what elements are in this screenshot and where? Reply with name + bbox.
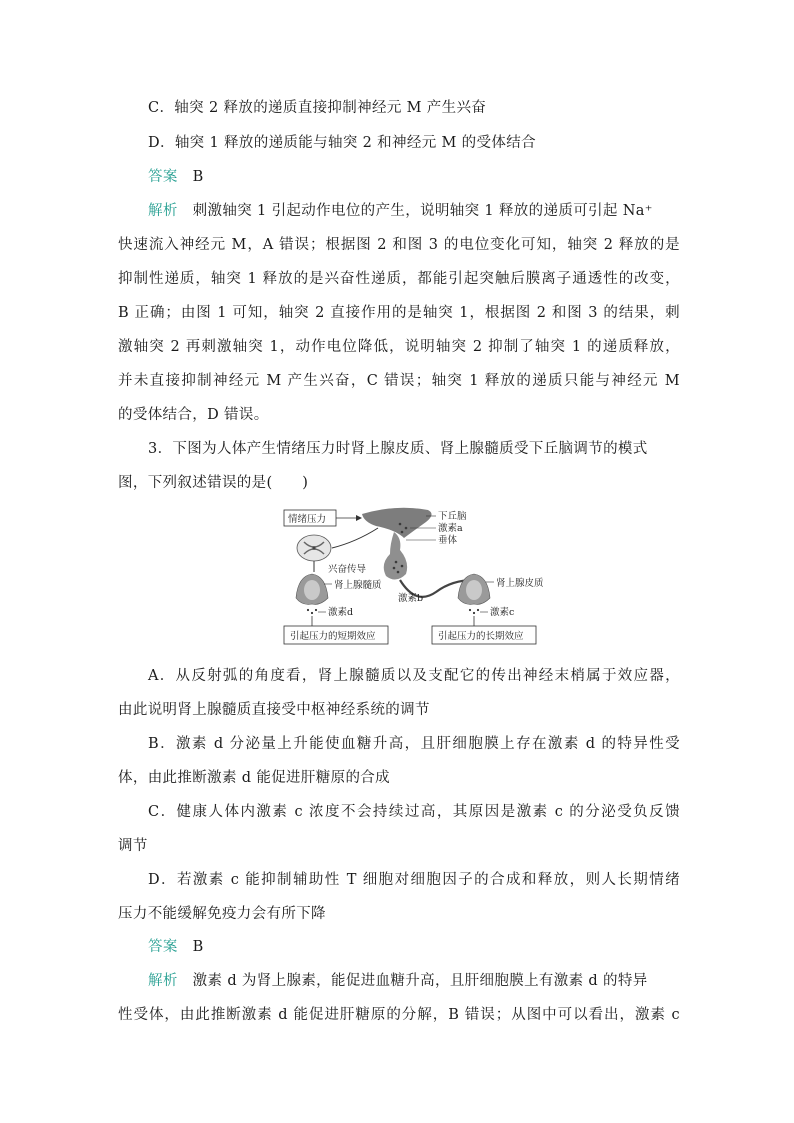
hormone-c-label: 激素c	[490, 607, 515, 618]
long-term-label: 引起压力的长期效应	[438, 631, 524, 642]
pituitary-shape	[384, 532, 407, 580]
explanation-q3-line-2: 性受体，由此推断激素 d 能促进肝糖原的分解，B 错误；从图中可以看出，激素 c	[118, 1007, 680, 1023]
option-d-q3-line-1: D．若激素 c 能抑制辅助性 T 细胞对细胞因子的合成和释放，则人长期情绪	[148, 872, 680, 888]
answer-q2	[148, 167, 710, 187]
answer-q3	[148, 937, 710, 957]
option-d-q2: D．轴突 1 释放的递质能与轴突 2 和神经元 M 的受体结合	[148, 135, 536, 151]
explanation-q2-line-7: 的受体结合，D 错误。	[118, 407, 269, 423]
short-term-label: 引起压力的短期效应	[290, 631, 376, 642]
question-3-stem-line-1: 3．下图为人体产生情绪压力时肾上腺皮质、肾上腺髓质受下丘脑调节的模式	[148, 441, 648, 457]
cortex-label: 肾上腺皮质	[496, 578, 544, 589]
hypothalamus-shape	[362, 508, 432, 538]
excitation-label: 兴奋传导	[328, 564, 367, 575]
explanation-q3-line-1	[148, 971, 710, 991]
spinal-cord-icon	[297, 535, 331, 561]
option-c-q3-line-2: 调节	[118, 838, 148, 854]
option-a-q3-line-2: 由此说明肾上腺髓质直接受中枢神经系统的调节	[118, 702, 430, 718]
explanation-q2-line-4: B 正确；由图 1 可知，轴突 2 直接作用的是轴突 1，根据图 2 和图 3 的结果，刺	[118, 305, 680, 321]
option-d-q3-line-2: 压力不能缓解免疫力会有所下降	[118, 906, 326, 922]
option-b-q3-line-1: B．激素 d 分泌量上升能使血糖升高，且肝细胞膜上存在激素 d 的特异性受	[148, 736, 680, 752]
answer-label: 答案	[148, 939, 178, 955]
option-b-q3-line-2: 体，由此推断激素 d 能促进肝糖原的合成	[118, 770, 390, 786]
hormone-regulation-diagram	[276, 502, 546, 650]
explanation-label: 解析	[148, 203, 178, 219]
explanation-q2-line-2: 快速流入神经元 M，A 错误；根据图 2 和图 3 的电位变化可知，轴突 2 释放的是	[118, 237, 680, 253]
hormone-b-label: 激素b	[398, 593, 424, 604]
question-3-stem-line-2: 图，下列叙述错误的是( )	[118, 475, 309, 491]
explanation-q2-line-6: 并未直接抑制神经元 M 产生兴奋，C 错误；轴突 1 释放的递质只能与神经元 M	[118, 373, 680, 389]
hormone-d-label: 激素d	[328, 607, 354, 618]
option-a-q3-line-1: A．从反射弧的角度看，肾上腺髓质以及支配它的传出神经末梢属于效应器，	[148, 668, 680, 684]
stress-label: 情绪压力	[288, 514, 327, 525]
explanation-label: 解析	[148, 973, 178, 989]
option-c-q3-line-1: C．健康人体内激素 c 浓度不会持续过高，其原因是激素 c 的分泌受负反馈	[148, 804, 680, 820]
right-adrenal-gland	[458, 574, 490, 604]
answer-value: B	[192, 169, 204, 185]
explanation-q2-line-3: 抑制性递质，轴突 1 释放的是兴奋性递质，都能引起突触后膜离子通透性的改变，	[118, 271, 680, 287]
explanation-q2-line-5: 激轴突 2 再刺激轴突 1，动作电位降低，说明轴突 2 抑制了轴突 1 的递质释放，	[118, 339, 680, 355]
option-c-q2: C．轴突 2 释放的递质直接抑制神经元 M 产生兴奋	[148, 100, 487, 116]
medulla-label: 肾上腺髓质	[334, 580, 382, 591]
pituitary-label: 垂体	[438, 535, 458, 546]
explanation-q2-line-1	[148, 201, 710, 221]
explanation-text: 激素 d 为肾上腺素，能促进血糖升高，且肝细胞膜上有激素 d 的特异	[192, 973, 648, 989]
left-adrenal-gland	[296, 574, 328, 604]
answer-label: 答案	[148, 169, 178, 185]
hypothalamus-label: 下丘脑	[438, 511, 467, 522]
diagram-svg	[276, 502, 546, 650]
explanation-text: 刺激轴突 1 引起动作电位的产生，说明轴突 1 释放的递质可引起 Na⁺	[192, 203, 653, 219]
hormone-a-label: 激素a	[438, 523, 463, 534]
answer-value: B	[192, 939, 204, 955]
